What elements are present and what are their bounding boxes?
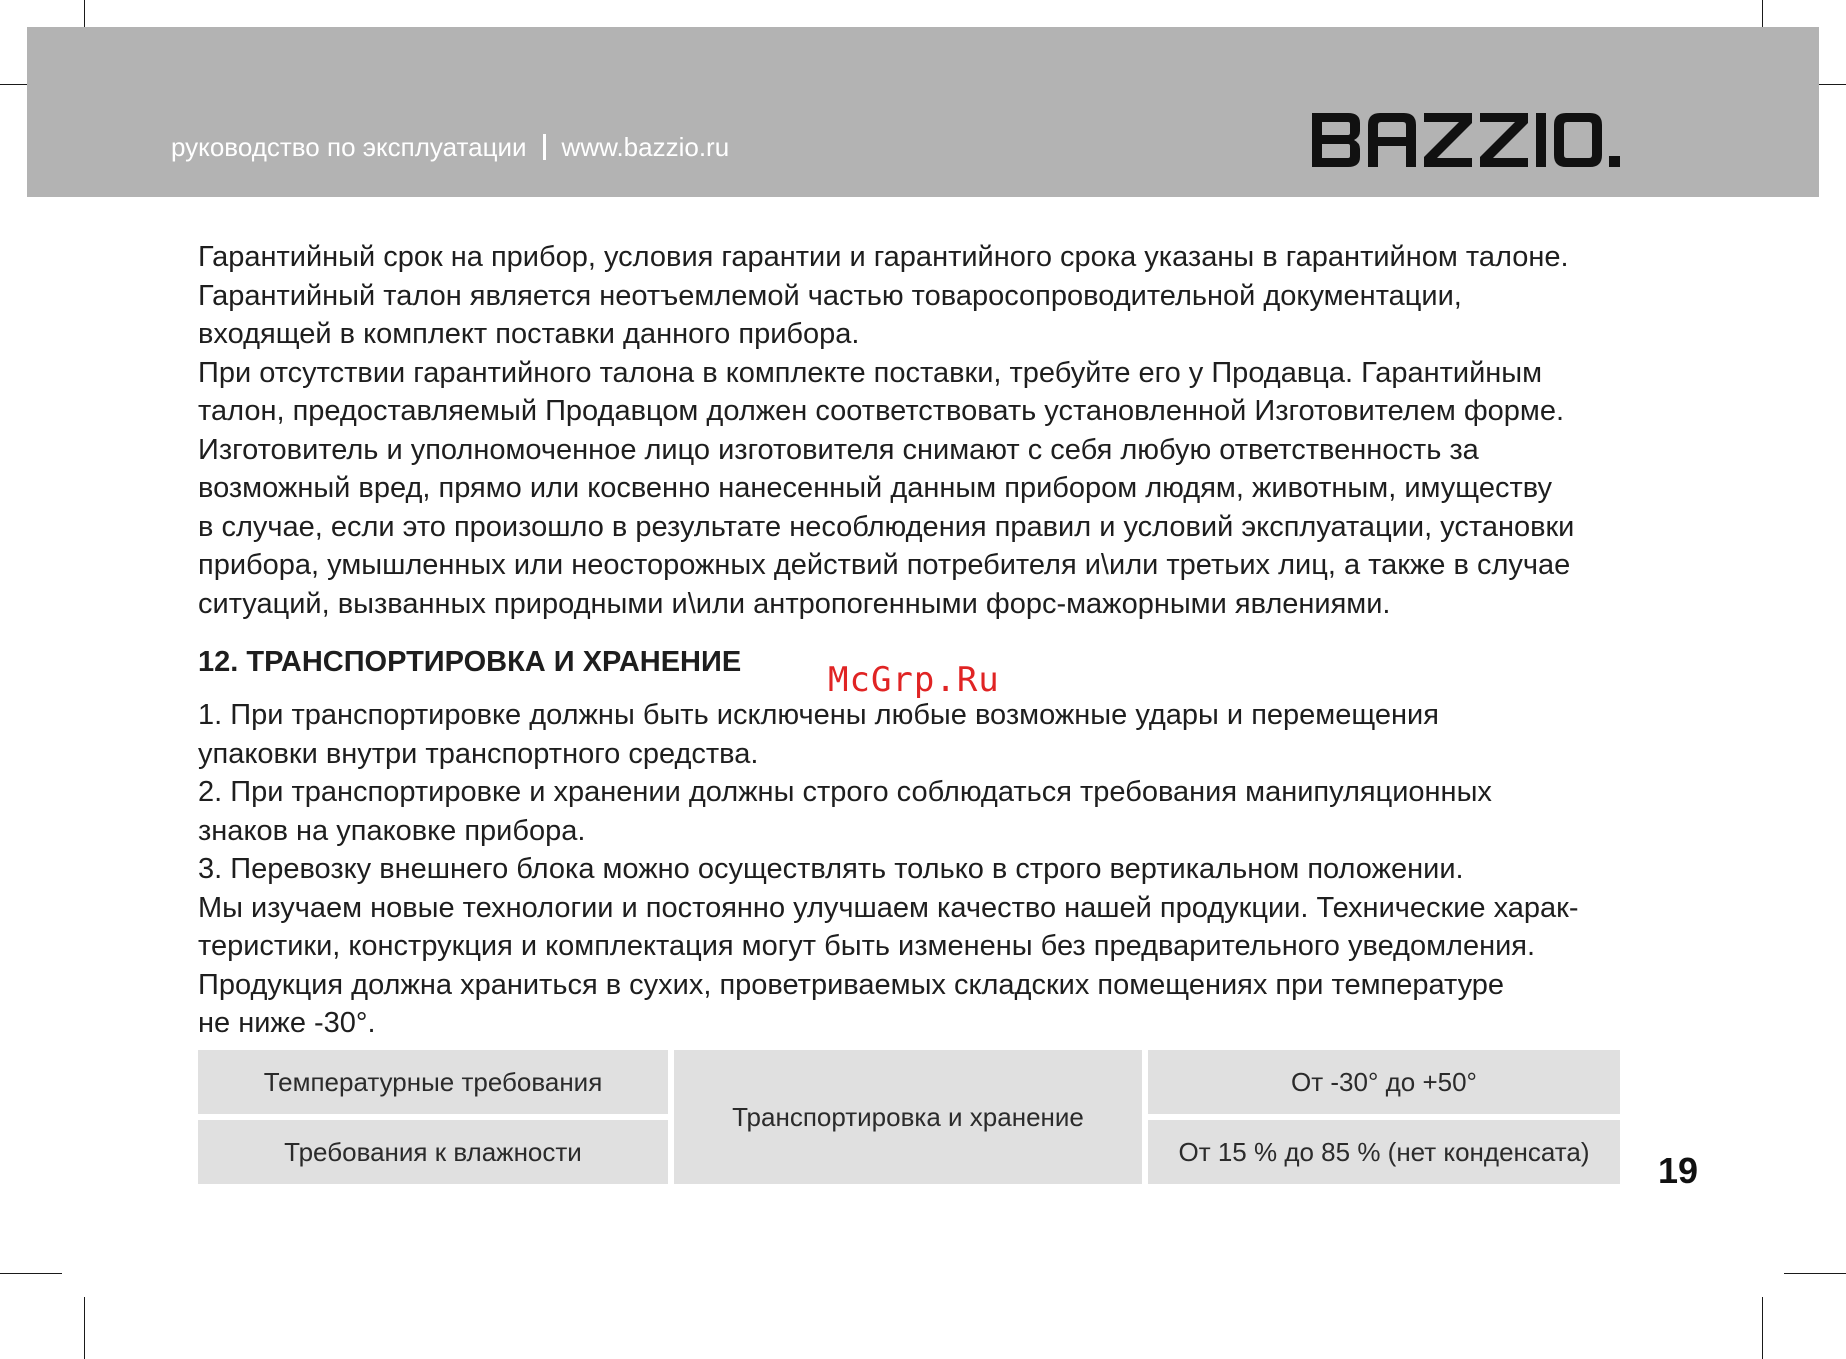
text-line: возможный вред, прямо или косвенно нанесенный данным прибором людям, животным, имуществу: [198, 472, 1553, 504]
header-separator: [543, 134, 546, 160]
text-line: Изготовитель и уполномоченное лицо изготовителя снимают с себя любую ответственность за: [198, 433, 1479, 466]
bazzio-logo: [1312, 113, 1620, 167]
section-heading: 12. ТРАНСПОРТИРОВКА И ХРАНЕНИЕ: [198, 646, 742, 678]
text-line: ситуаций, вызванных природными и\или антропогенными форс-мажорными явлениями.: [198, 587, 1391, 620]
crop-mark: [1784, 1273, 1846, 1274]
text-line: Продукция должна храниться в сухих, проветриваемых складских помещениях при температуре: [198, 968, 1505, 1001]
text-line: в случае, если это произошло в результате несоблюдения правил и условий эксплуатации, установки: [198, 510, 1575, 543]
text-line: не ниже -30°.: [198, 1007, 376, 1039]
crop-mark: [1762, 1297, 1763, 1359]
header-text: [171, 132, 729, 162]
text-line: Мы изучаем новые технологии и постоянно улучшаем качество нашей продукции. Технические харак-: [198, 891, 1579, 924]
crop-mark: [84, 1297, 85, 1359]
requirements-table: [198, 1050, 1620, 1184]
warranty-text: [198, 238, 1618, 623]
crop-mark: [0, 1273, 62, 1274]
text-line: талон, предоставляемый Продавцом должен соответствовать установленной Изготовителем форме.: [198, 395, 1565, 427]
text-line: упаковки внутри транспортного средства.: [198, 737, 759, 770]
table-cell-humidity-value: От 15 % до 85 % (нет конденсата): [1148, 1120, 1620, 1184]
header-website[interactable]: www.bazzio.ru: [561, 131, 730, 162]
transport-text: [198, 696, 1618, 1043]
table-cell-temperature-label: Температурные требования: [198, 1050, 668, 1114]
text-line: 1. При транспортировке должны быть исключены любые возможные удары и перемещения: [198, 699, 1439, 731]
table-cell-transport-storage: Транспортировка и хранение: [674, 1050, 1142, 1184]
page-number: 19: [1658, 1150, 1699, 1191]
text-line: теристики, конструкция и комплектация могут быть изменены без предварительного уведомления.: [198, 930, 1536, 962]
text-line: При отсутствии гарантийного талона в комплекте поставки, требуйте его у Продавца. Гарантийным: [198, 356, 1543, 389]
text-line: 3. Перевозку внешнего блока можно осуществлять только в строго вертикальном положении.: [198, 853, 1464, 885]
watermark: McGrp.Ru: [828, 660, 1000, 700]
header-band: [27, 27, 1819, 197]
text-line: знаков на упаковке прибора.: [198, 814, 586, 847]
header-title: руководство по эксплуатации: [171, 131, 527, 162]
text-line: прибора, умышленных или неосторожных действий потребителя и\или третьих лиц, а также в случае: [198, 549, 1571, 581]
text-line: 2. При транспортировке и хранении должны строго соблюдаться требования манипуляционных: [198, 776, 1492, 808]
text-line: Гарантийный талон является неотъемлемой частью товаросопроводительной документации,: [198, 279, 1462, 312]
text-line: входящей в комплект поставки данного прибора.: [198, 318, 860, 350]
table-cell-humidity-label: Требования к влажности: [198, 1120, 668, 1184]
table-cell-temperature-value: От -30° до +50°: [1148, 1050, 1620, 1114]
text-line: Гарантийный срок на прибор, условия гарантии и гарантийного срока указаны в гарантийном талоне.: [198, 241, 1569, 273]
